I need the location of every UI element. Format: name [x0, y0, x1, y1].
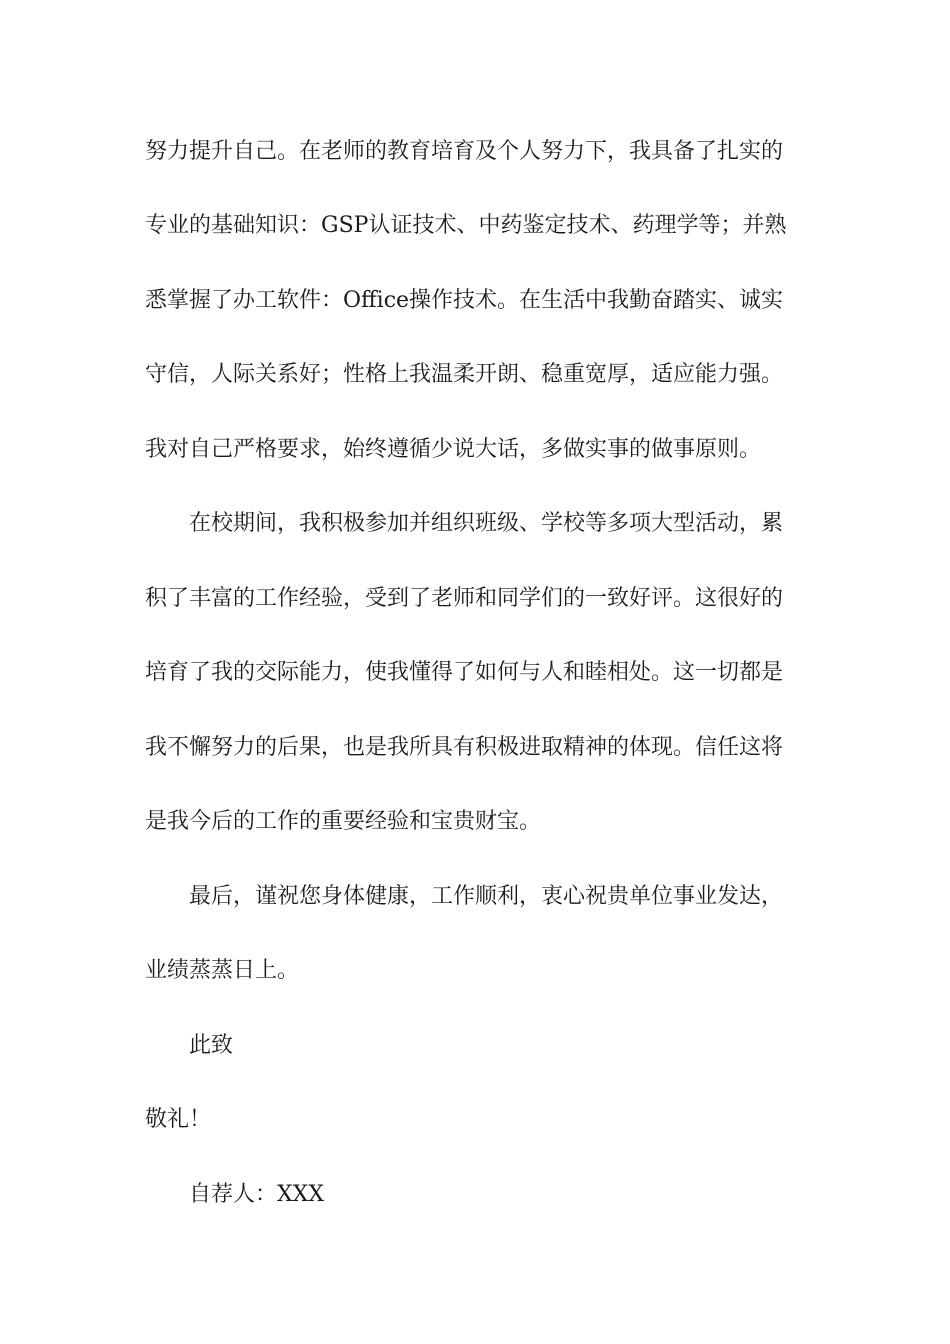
paragraph-line: 守信，人际关系好；性格上我温柔开朗、稳重宽厚，适应能力强。	[145, 362, 784, 387]
closing-paragraph-line: 业绩蒸蒸日上。	[145, 958, 300, 983]
paragraph-line: 在校期间，我积极参加并组织班级、学校等多项大型活动，累	[189, 511, 784, 536]
salutation-line: 此致	[189, 1033, 234, 1058]
paragraph-line: 培育了我的交际能力，使我懂得了如何与人和睦相处。这一切都是	[145, 660, 784, 685]
paragraph-line: 我对自己严格要求，始终遵循少说大话，多做实事的做事原则。	[145, 437, 762, 462]
signature-line: 自荐人：XXX	[189, 1182, 324, 1207]
paragraph-line: 悉掌握了办工软件：Office操作技术。在生活中我勤奋踏实、诚实	[145, 288, 784, 313]
paragraph-line: 我不懈努力的后果，也是我所具有积极进取精神的体现。信任这将	[145, 735, 784, 760]
paragraph-line: 努力提升自己。在老师的教育培育及个人努力下，我具备了扎实的	[145, 139, 784, 164]
salutation-line: 敬礼！	[145, 1107, 212, 1132]
paragraph-line: 专业的基础知识：GSP认证技术、中药鉴定技术、药理学等；并熟	[145, 213, 787, 238]
paragraph-line: 是我今后的工作的重要经验和宝贵财宝。	[145, 809, 542, 834]
paragraph-line: 积了丰富的工作经验，受到了老师和同学们的一致好评。这很好的	[145, 586, 784, 611]
closing-paragraph-line: 最后，谨祝您身体健康，工作顺利，衷心祝贵单位事业发达，	[189, 884, 784, 909]
